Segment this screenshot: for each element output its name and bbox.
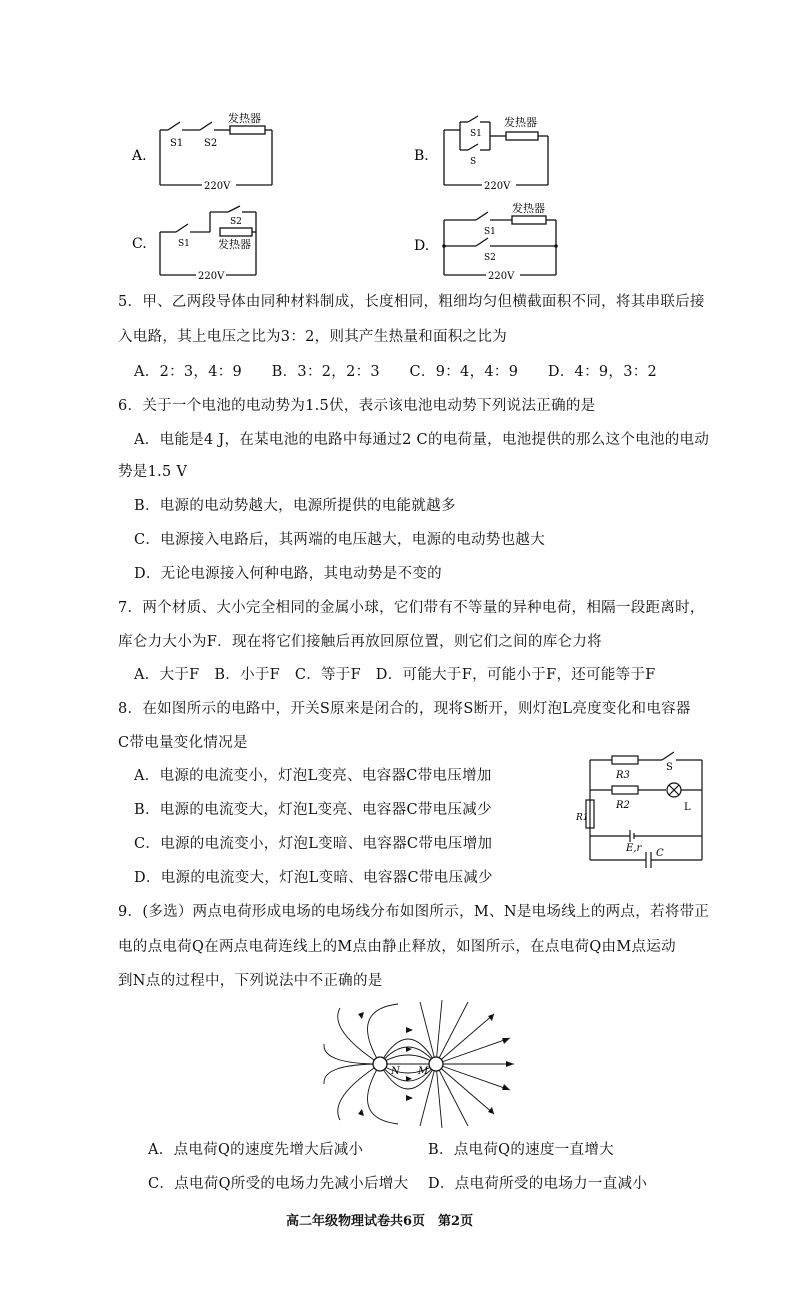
circuit-a [130, 110, 290, 195]
circuit-d-voltage: 220V [488, 271, 515, 282]
q8-r3-label: R3 [616, 770, 630, 781]
circuit-c-s1: S1 [178, 239, 190, 249]
circuit-d [412, 200, 582, 285]
circuit-c-label: C. [132, 236, 147, 252]
q8-s-label: S [666, 762, 673, 773]
q8-circuit [576, 748, 716, 873]
q9-line3: 到N点的过程中，下列说法中不正确的是 [118, 973, 383, 989]
q7-options: A．大于F B．小于F C．等于F D．可能大于F，可能小于F，还可能等于F [134, 667, 656, 683]
q8-option-c: C．电源的电流变小，灯泡L变暗、电容器C带电压增加 [134, 836, 493, 852]
q6-stem: 6．关于一个电池的电动势为1.5伏，表示该电池电动势下列说法正确的是 [118, 398, 596, 414]
q8-line2: C带电量变化情况是 [118, 735, 248, 751]
q8-circuit-diagram [576, 748, 716, 873]
q8-r2-label: R2 [616, 800, 630, 811]
circuit-d-diagram [412, 200, 582, 285]
q5-line2: 入电路，其上电压之比为3：2，则其产生热量和面积之比为 [118, 329, 508, 345]
page-footer: 高二年级物理试卷共6页 第2页 [286, 1214, 474, 1229]
circuit-b-s: S [470, 157, 477, 167]
q8-option-b: B．电源的电流变大，灯泡L变亮、电容器C带电压减少 [134, 802, 492, 818]
q9-option-a: A．点电荷Q的速度先增大后减小 [148, 1142, 364, 1158]
q8-er-label: E,r [626, 843, 642, 854]
q9-line2: 电的点电荷Q在两点电荷连线上的M点由静止释放，如图所示，在点电荷Q由M点运动 [118, 939, 676, 955]
circuit-d-s1: S1 [484, 227, 496, 237]
q8-line1: 8．在如图所示的电路中，开关S原来是闭合的，现将S断开，则灯泡L亮度变化和电容器 [118, 701, 691, 717]
circuit-a-s2: S2 [204, 138, 218, 149]
circuit-b-voltage: 220V [484, 181, 511, 192]
q8-l-label: L [684, 802, 691, 813]
q9-field-figure [318, 1000, 518, 1128]
circuit-b [412, 110, 572, 195]
circuit-a-diagram [130, 110, 290, 195]
circuit-c-s2: S2 [230, 217, 242, 227]
q8-c-label: C [656, 848, 664, 859]
q7-line2: 库仑力大小为F．现在将它们接触后再放回原位置，则它们之间的库仑力将 [118, 634, 602, 650]
q5-line1: 5．甲、乙两段导体由同种材料制成，长度相同，粗细均匀但横截面积不同，将其串联后接 [118, 294, 705, 310]
circuit-d-heater: 发热器 [512, 202, 545, 215]
q6-option-d: D．无论电源接入何种电路，其电动势是不变的 [134, 566, 442, 582]
q7-line1: 7．两个材质、大小完全相同的金属小球，它们带有不等量的异种电荷，相隔一段距离时， [118, 600, 705, 616]
q9-option-d: D．点电荷所受的电场力一直减小 [428, 1176, 648, 1192]
q6-option-b: B．电源的电动势越大，电源所提供的电能就越多 [134, 498, 456, 514]
circuit-b-heater: 发热器 [504, 116, 537, 129]
circuit-a-heater: 发热器 [228, 112, 261, 125]
q6-option-a-line2: 势是1.5 V [118, 464, 188, 480]
circuit-c [130, 200, 290, 285]
q9-figure-m-label: M [418, 1066, 429, 1077]
circuit-c-voltage: 220V [198, 271, 225, 282]
q6-option-c: C．电源接入电路后，其两端的电压越大，电源的电动势也越大 [134, 532, 545, 548]
q9-field-diagram [318, 1000, 518, 1128]
circuit-c-diagram [130, 200, 290, 285]
circuit-d-label: D. [414, 238, 430, 254]
circuit-b-label: B. [414, 148, 429, 164]
circuit-b-s1: S1 [470, 129, 482, 139]
circuit-a-label: A. [132, 148, 147, 164]
q9-option-b: B．点电荷Q的速度一直增大 [428, 1142, 614, 1158]
circuit-c-heater: 发热器 [218, 238, 251, 251]
circuit-d-s2: S2 [484, 253, 496, 263]
q5-options: A．2：3，4：9 B．3：2，2：3 C．9：4，4：9 D．4：9，3：2 [134, 364, 658, 380]
circuit-a-voltage: 220V [204, 181, 231, 192]
q8-option-a: A．电源的电流变小，灯泡L变亮、电容器C带电压增加 [134, 768, 492, 784]
q9-option-c: C．点电荷Q所受的电场力先减小后增大 [148, 1176, 409, 1192]
q9-figure-n-label: N [391, 1066, 400, 1077]
circuit-a-s1: S1 [170, 138, 184, 149]
q9-line1: 9．(多选）两点电荷形成电场的电场线分布如图所示，M、N是电场线上的两点，若将带正 [118, 904, 710, 920]
q8-r1-label: R1 [576, 813, 589, 823]
q6-option-a-line1: A．电能是4 J，在某电池的电路中每通过2 C的电荷量，电池提供的那么这个电池的电动 [134, 432, 710, 448]
q8-option-d: D．电源的电流变大，灯泡L变暗、电容器C带电压减少 [134, 870, 493, 886]
circuit-b-diagram [412, 110, 572, 195]
